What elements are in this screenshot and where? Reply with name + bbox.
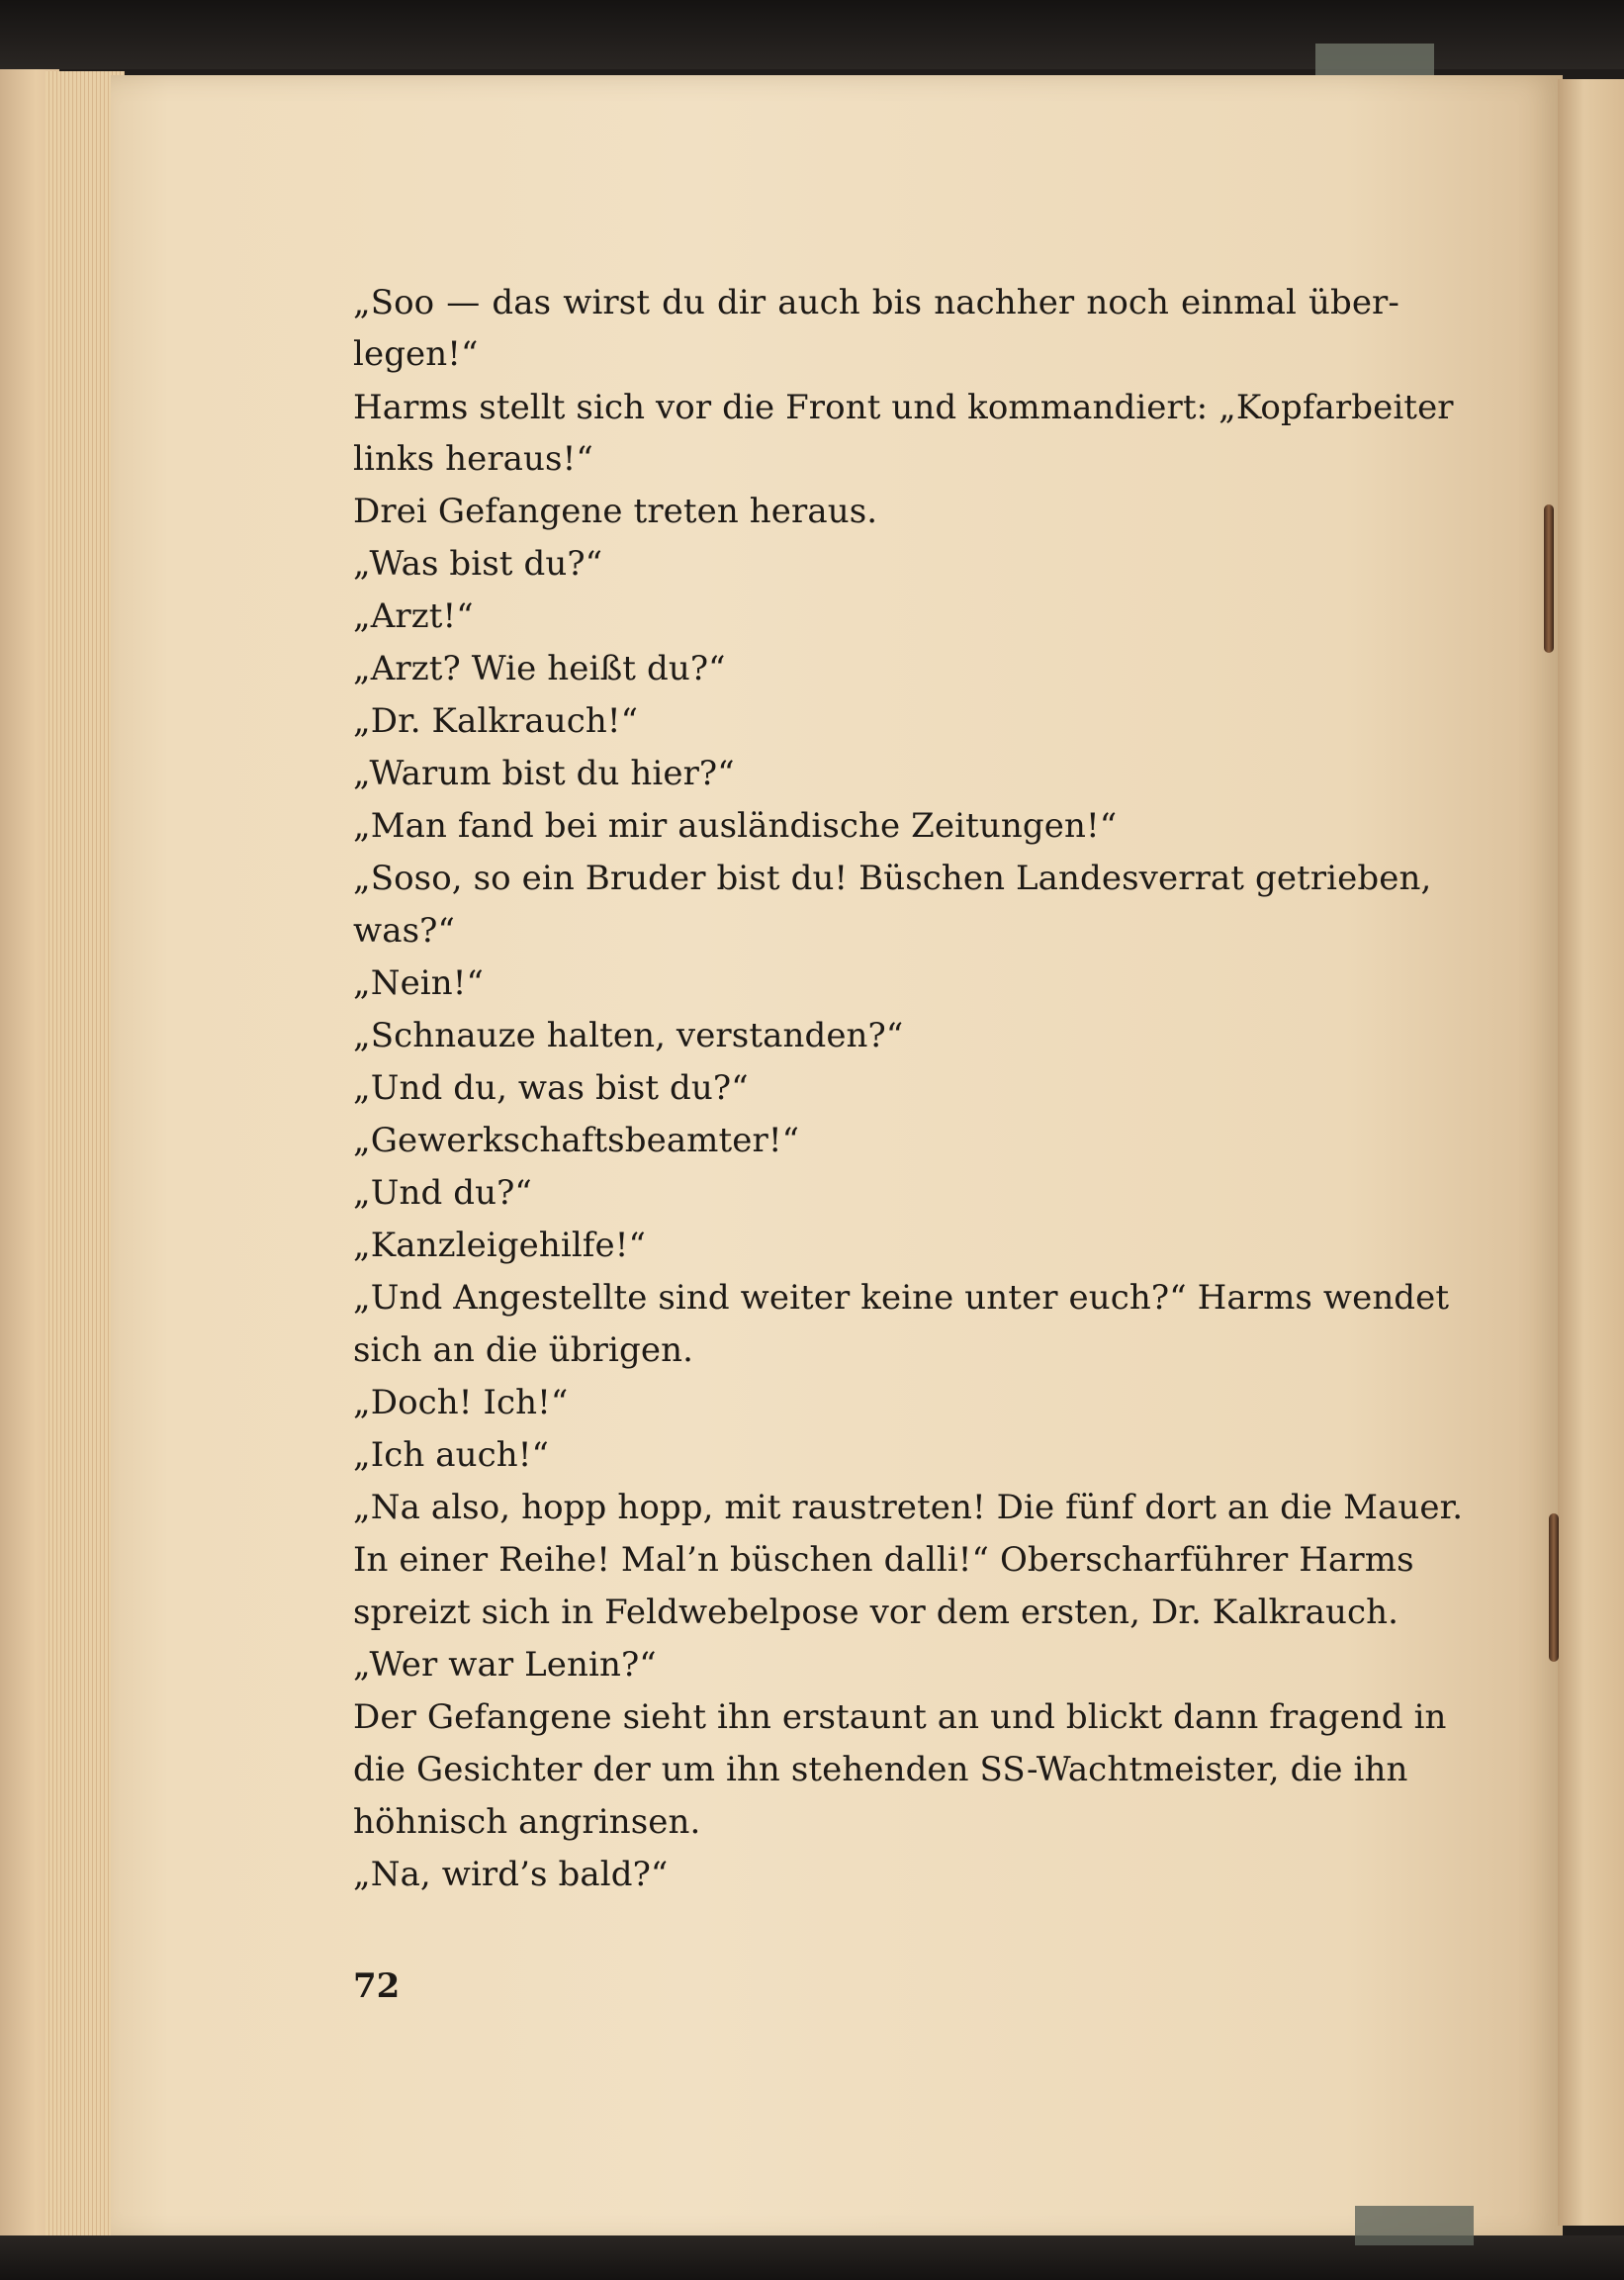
text-line: legen!“: [353, 334, 479, 374]
text-line: sich an die übrigen.: [353, 1330, 693, 1370]
right-page-edge: [1558, 79, 1624, 2226]
text-line: Drei Gefangene treten heraus.: [353, 492, 878, 531]
text-line: In einer Reihe! Mal’n büschen dalli!“ Oberscharführer Harms: [353, 1540, 1414, 1580]
text-line: „Soso, so ein Bruder bist du! Büschen Landesverrat getrieben,: [353, 859, 1432, 898]
binding-clasp-bottom: [1549, 1513, 1559, 1662]
text-line: links heraus!“: [353, 439, 593, 479]
text-line: „Doch! Ich!“: [353, 1383, 569, 1422]
text-line: „Und Angestellte sind weiter keine unter euch?“ Harms wendet: [353, 1278, 1450, 1318]
text-line: „Und du, was bist du?“: [353, 1068, 749, 1108]
text-line: „Was bist du?“: [353, 544, 603, 584]
text-line: „Arzt? Wie heißt du?“: [353, 649, 726, 688]
text-line: höhnisch angrinsen.: [353, 1802, 701, 1842]
page-number: 72: [353, 1966, 401, 2006]
text-line: „Arzt!“: [353, 596, 474, 636]
binding-cloth-bottom: [1355, 2206, 1474, 2245]
text-line: Harms stellt sich vor die Front und kommandiert: „Kopfarbeiter: [353, 388, 1454, 427]
text-line: spreizt sich in Feldwebelpose vor dem ersten, Dr. Kalkrauch.: [353, 1593, 1399, 1632]
text-line: „Wer war Lenin?“: [353, 1645, 657, 1685]
text-line: „Und du?“: [353, 1173, 532, 1213]
text-line: „Dr. Kalkrauch!“: [353, 701, 639, 741]
text-line: „Warum bist du hier?“: [353, 754, 735, 793]
text-line: Der Gefangene sieht ihn erstaunt an und blickt dann fragend in: [353, 1697, 1447, 1737]
text-line: „Na, wird’s bald?“: [353, 1855, 669, 1894]
text-line: „Kanzleigehilfe!“: [353, 1226, 646, 1265]
text-line: „Man fand bei mir ausländische Zeitungen!“: [353, 806, 1118, 846]
binding-clasp-top: [1544, 504, 1554, 653]
text-line: die Gesichter der um ihn stehenden SS-Wachtmeister, die ihn: [353, 1750, 1408, 1789]
text-line: „Gewerkschaftsbeamter!“: [353, 1121, 800, 1160]
text-line: was?“: [353, 911, 455, 951]
text-line: „Na also, hopp hopp, mit raustreten! Die fünf dort an die Mauer.: [353, 1488, 1464, 1527]
text-line: „Nein!“: [353, 963, 485, 1003]
text-line: „Ich auch!“: [353, 1435, 550, 1475]
text-line: „Schnauze halten, verstanden?“: [353, 1016, 904, 1055]
text-line: „Soo — das wirst du dir auch bis nachher noch einmal über-: [353, 283, 1399, 322]
